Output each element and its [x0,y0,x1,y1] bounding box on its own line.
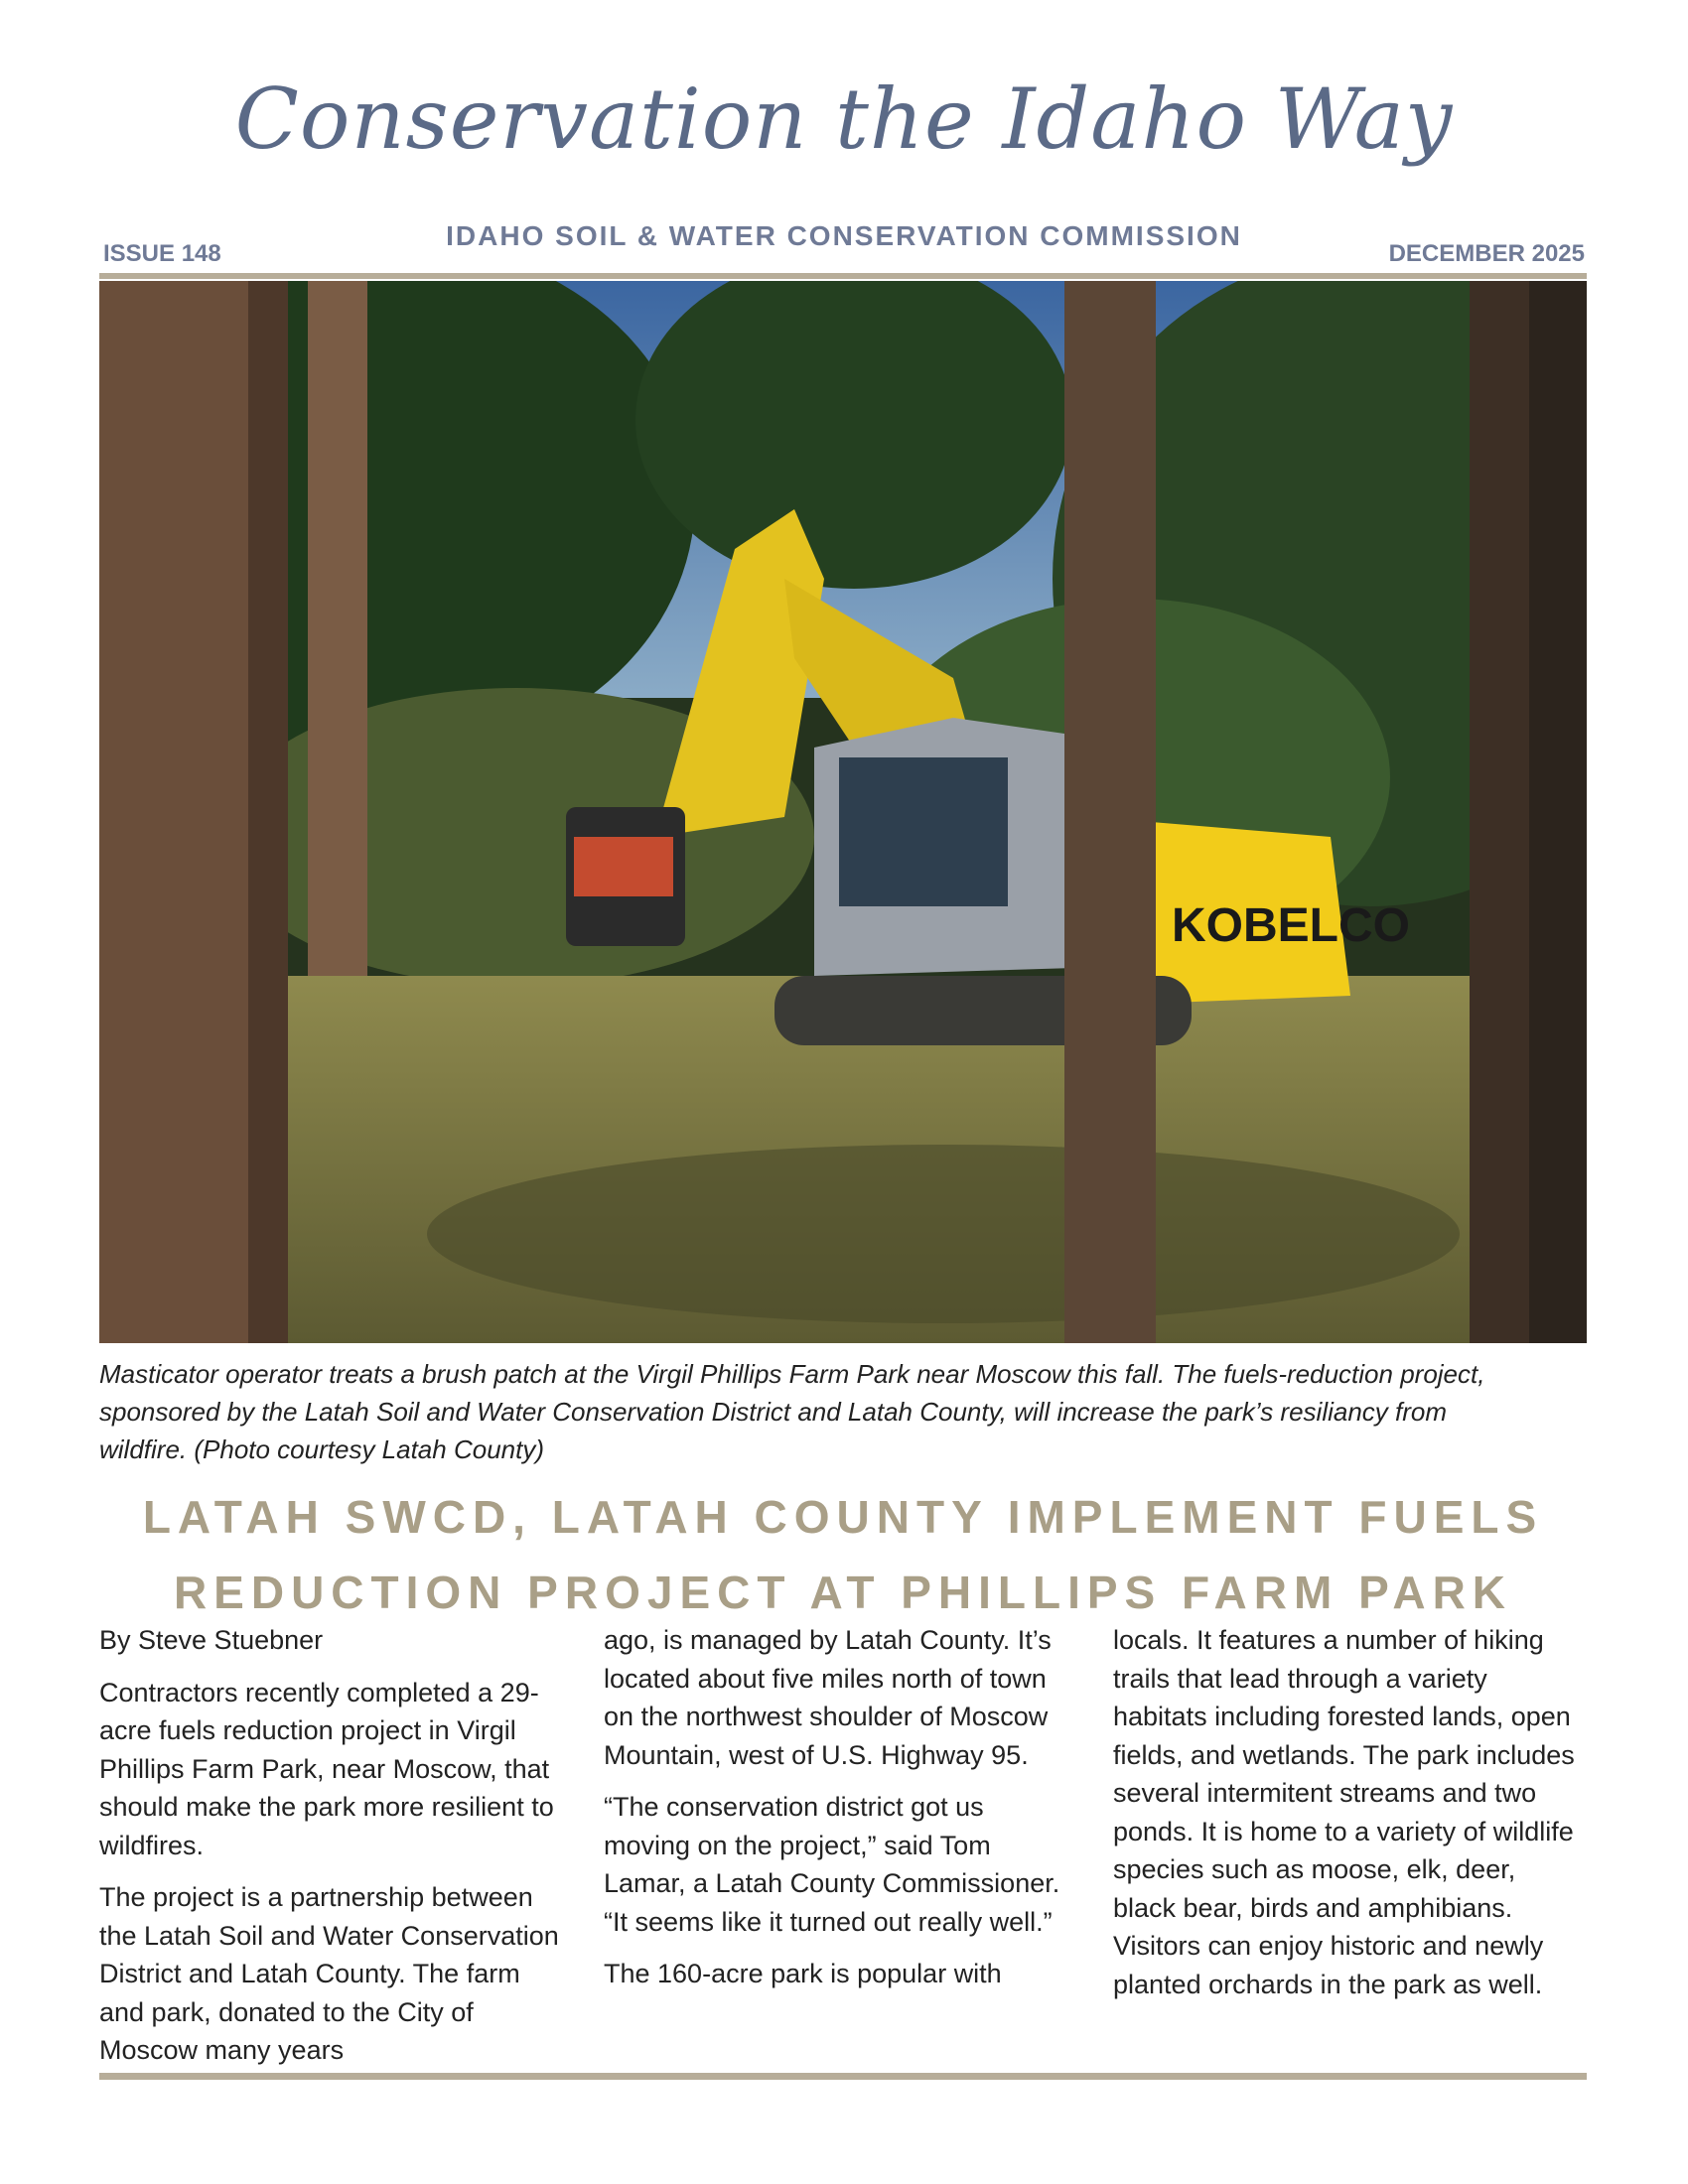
paragraph: Contractors recently completed a 29-acre fuels reduction project in Virgil Phillips Farm Park, near Moscow, that should make the park more resilient to wildfires. [99,1677,554,1860]
top-divider [99,273,1587,279]
paragraph: The 160-acre park is popular with [604,1959,1002,1988]
headline-line-2: REDUCTION PROJECT AT PHILLIPS FARM PARK [173,1567,1513,1618]
article-column-3 [1113,1621,1580,2017]
kobelco-brand-text: KOBELCO [1172,899,1410,952]
headline-line-1: LATAH SWCD, LATAH COUNTY IMPLEMENT FUELS [142,1491,1544,1543]
excavator-forest-photo [99,281,1587,1343]
paragraph: The project is a partnership between the Latah Soil and Water Conservation District and Latah County. The farm and park, donated to the City of Moscow many years [99,1882,559,2065]
article-column-2 [604,1621,1070,2007]
organization-name: IDAHO SOIL & WATER CONSERVATION COMMISSION [446,220,1242,251]
article-column-1 [99,1621,566,2084]
issue-date: DECEMBER 2025 [1388,240,1585,267]
cover-photo [99,281,1587,1343]
paragraph: locals. It features a number of hiking trails that lead through a variety habitats including forested lands, open fields, and wetlands. The park includes several intermitent streams and two ponds. It is home to a variety of wildlife species such as moose, elk, deer, black bear, birds and amphibians. Visitors can enjoy historic and newly planted orchards in the park as well. [1113,1625,1575,1999]
bottom-divider [99,2073,1587,2080]
byline: By Steve Stuebner [99,1625,324,1655]
article-headline [99,1479,1587,1630]
paragraph: ago, is managed by Latah County. It’s located about five miles north of town on the northwest shoulder of Moscow Mountain, west of U.S. Highway 95. [604,1625,1052,1770]
paragraph: “The conservation district got us moving on the project,” said Tom Lamar, a Latah County Commissioner. “It seems like it turned out really well.” [604,1792,1060,1937]
issue-number: ISSUE 148 [103,240,221,267]
masthead-title: Conservation the Idaho Way [234,70,1454,168]
photo-caption: Masticator operator treats a brush patch at the Virgil Phillips Farm Park near Moscow this fall. The fuels-reduction project, sponsored by the Latah Soil and Water Conservation District and Latah County, will increase the park’s resiliancy from wildfire. (Photo courtesy Latah County) [99,1359,1485,1464]
masthead [0,69,1688,218]
